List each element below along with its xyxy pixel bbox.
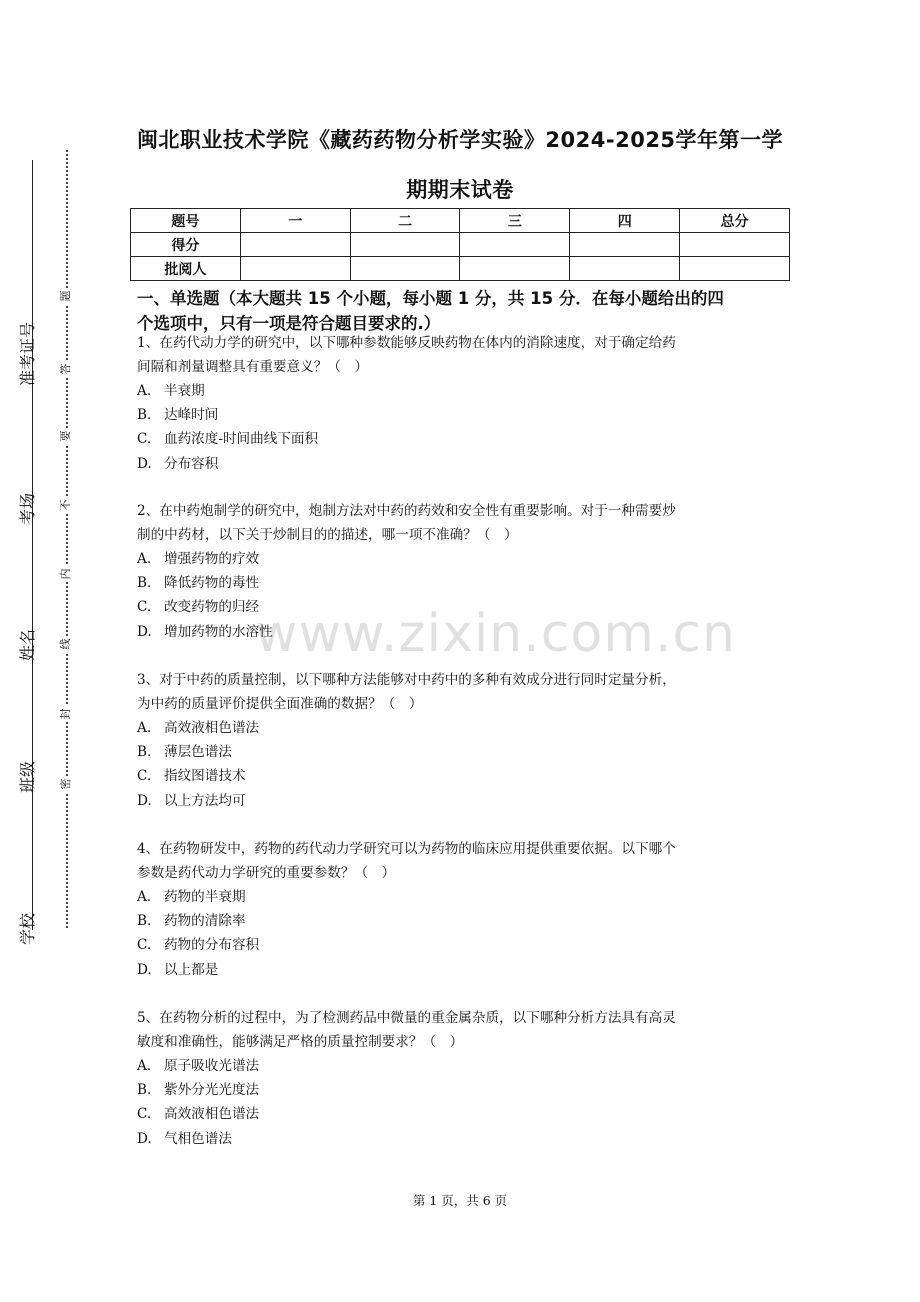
score-row-label: 得分 — [131, 233, 241, 257]
question-stem: 参数是药代动力学研究的重要参数？（ ） — [137, 865, 396, 881]
score-cell — [350, 233, 460, 257]
seal-dotted-line — [66, 150, 68, 928]
grader-row — [131, 257, 790, 281]
question-1 — [137, 331, 787, 476]
section-heading-line1: 一、单选题（本大题共 15 个小题，每小题 1 分，共 15 分．在每小题给出的四 — [137, 289, 724, 308]
score-cell — [680, 233, 790, 257]
option-c[interactable]: C. 药物的分布容积 — [137, 937, 260, 954]
question-stem: 3、对于中药的质量控制，以下哪种方法能够对中药中的多种有效成分进行同时定量分析， — [137, 672, 676, 688]
score-table-header: 三 — [460, 209, 570, 233]
seal-char: 密 — [58, 776, 74, 792]
exam-title-line1: 闽北职业技术学院《藏药药物分析学实验》2024-2025学年第一学 — [136, 128, 784, 152]
watermark: www.zixin.com.cn — [255, 604, 736, 664]
binding-margin-line — [32, 160, 33, 930]
grader-cell — [570, 257, 680, 281]
score-table-header: 总分 — [680, 209, 790, 233]
option-a[interactable]: A. 增强药物的疗效 — [137, 551, 260, 567]
score-cell — [460, 233, 570, 257]
question-stem: 5、在药物分析的过程中，为了检测药品中微量的重金属杂质，以下哪种分析方法具有高灵 — [137, 1010, 676, 1026]
question-5 — [137, 1006, 787, 1151]
seal-char: 内 — [58, 566, 74, 582]
score-cell — [570, 233, 680, 257]
option-a[interactable]: A. 高效液相色谱法 — [137, 720, 260, 736]
question-stem: 为中药的质量评价提供全面准确的数据？（ ） — [137, 696, 423, 712]
question-stem: 4、在药物研发中，药物的药代动力学研究可以为药物的临床应用提供重要依据。以下哪个 — [137, 841, 676, 857]
question-stem: 2、在中药炮制学的研究中，炮制方法对中药的药效和安全性有重要影响。对于一种需要炒 — [137, 503, 676, 519]
option-c[interactable]: C. 改变药物的归经 — [137, 599, 260, 616]
option-c[interactable]: C. 高效液相色谱法 — [137, 1106, 260, 1123]
seal-char: 答 — [58, 361, 74, 377]
score-table-header-row — [131, 209, 790, 233]
option-d[interactable]: D. 分布容积 — [137, 455, 219, 472]
score-cell — [240, 233, 350, 257]
option-b[interactable]: B. 药物的清除率 — [137, 913, 246, 930]
question-stem: 1、在药代动力学的研究中，以下哪种参数能够反映药物在体内的消除速度，对于确定给药 — [137, 335, 676, 351]
grader-cell — [680, 257, 790, 281]
exam-title-line2: 期期末试卷 — [406, 178, 514, 202]
question-stem: 制的中药材，以下关于炒制目的的描述，哪一项不准确？（ ） — [137, 527, 518, 543]
grader-cell — [460, 257, 570, 281]
score-table-header: 一 — [240, 209, 350, 233]
name-label: 姓名 — [18, 629, 37, 662]
school-label: 学校 — [18, 913, 37, 946]
seal-char: 封 — [58, 706, 74, 722]
seal-char: 要 — [58, 428, 74, 444]
option-d[interactable]: D. 以上都是 — [137, 961, 219, 978]
seal-char: 线 — [58, 636, 74, 652]
option-d[interactable]: D. 以上方法均可 — [137, 792, 246, 809]
question-stem: 敏度和准确性，能够满足严格的质量控制要求？（ ） — [137, 1034, 464, 1050]
option-b[interactable]: B. 降低药物的毒性 — [137, 575, 260, 592]
question-3 — [137, 668, 787, 813]
score-table-header: 题号 — [131, 209, 241, 233]
question-stem: 间隔和剂量调整具有重要意义？（ ） — [137, 359, 369, 375]
class-label: 班级 — [18, 761, 37, 794]
grader-cell — [240, 257, 350, 281]
option-a[interactable]: A. 药物的半衰期 — [137, 889, 246, 905]
option-c[interactable]: C. 指纹图谱技术 — [137, 768, 246, 785]
score-table-header: 二 — [350, 209, 460, 233]
question-4 — [137, 837, 787, 982]
option-b[interactable]: B. 紫外分光光度法 — [137, 1082, 260, 1099]
score-table-header: 四 — [570, 209, 680, 233]
score-row — [131, 233, 790, 257]
option-c[interactable]: C. 血药浓度-时间曲线下面积 — [137, 431, 319, 448]
option-b[interactable]: B. 达峰时间 — [137, 407, 219, 424]
score-table — [130, 208, 790, 281]
grader-cell — [350, 257, 460, 281]
grader-row-label: 批阅人 — [131, 257, 241, 281]
section-heading — [137, 286, 787, 336]
option-b[interactable]: B. 薄层色谱法 — [137, 744, 232, 761]
option-a[interactable]: A. 半衰期 — [137, 383, 205, 399]
admission-number-label: 准考证号 — [18, 321, 37, 386]
seal-char: 题 — [58, 288, 74, 304]
option-d[interactable]: D. 气相色谱法 — [137, 1130, 232, 1147]
page-footer: 第 1 页，共 6 页 — [412, 1193, 508, 1208]
option-d[interactable]: D. 增加药物的水溶性 — [137, 623, 273, 640]
seal-char: 不 — [58, 497, 74, 513]
option-a[interactable]: A. 原子吸收光谱法 — [137, 1058, 260, 1074]
section-heading-line2: 个选项中，只有一项是符合题目要求的.） — [137, 314, 441, 333]
exam-room-label: 考场 — [18, 493, 37, 526]
